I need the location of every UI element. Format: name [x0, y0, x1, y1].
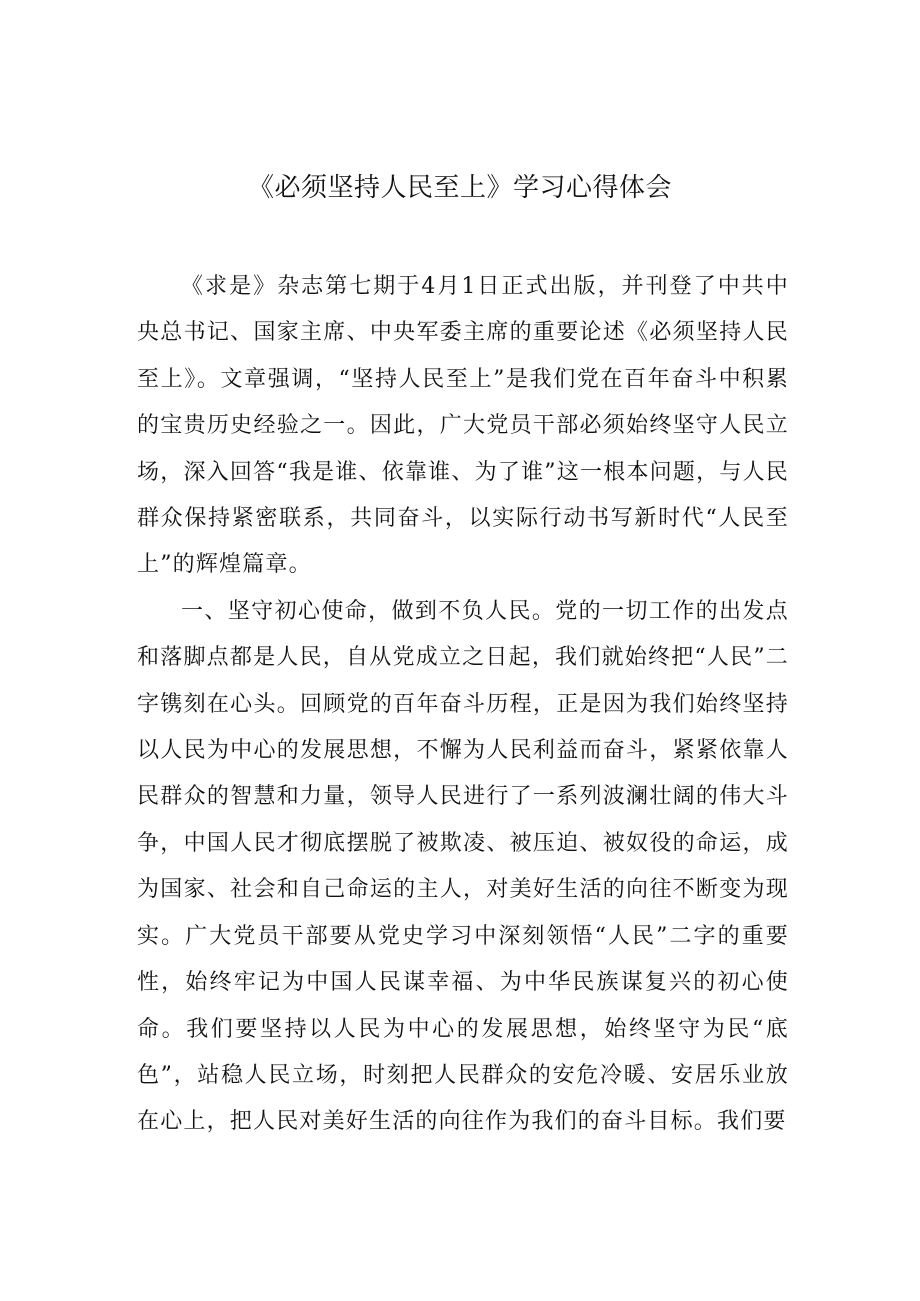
document-title: 《必须坚持人民至上》学习心得体会: [247, 173, 672, 203]
document-body: [137, 264, 789, 1146]
paragraph-intro: 《求是》杂志第七期于4月1日正式出版，并刊登了中共中央总书记、国家主席、中央军委主席的重要论述《必须坚持人民至上》。文章强调，“坚持人民至上”是我们党在百年奋斗中积累的宝贵历史经验之一。因此，广大党员干部必须始终坚守人民立场，深入回答“我是谁、依靠谁、为了谁”这一根本问题，与人民群众保持紧密联系，共同奋斗，以实际行动书写新时代“人民至上”的辉煌篇章。: [137, 274, 789, 578]
paragraph-section-one: 一、坚守初心使命，做到不负人民。党的一切工作的出发点和落脚点都是人民，自从党成立之日起，我们就始终把“人民”二字镌刻在心头。回顾党的百年奋斗历程，正是因为我们始终坚持以人民为中心的发展思想，不懈为人民利益而奋斗，紧紧依靠人民群众的智慧和力量，领导人民进行了一系列波澜壮阔的伟大斗争，中国人民才彻底摆脱了被欺凌、被压迫、被奴役的命运，成为国家、社会和自己命运的主人，对美好生活的向往不断变为现实。广大党员干部要从党史学习中深刻领悟“人民”二字的重要性，始终牢记为中国人民谋幸福、为中华民族谋复兴的初心使命。我们要坚持以人民为中心的发展思想，始终坚守为民“底色”，站稳人民立场，时刻把人民群众的安危冷暖、安居乐业放在心上，把人民对美好生活的向往作为我们的奋斗目标。我们要: [137, 598, 789, 1135]
